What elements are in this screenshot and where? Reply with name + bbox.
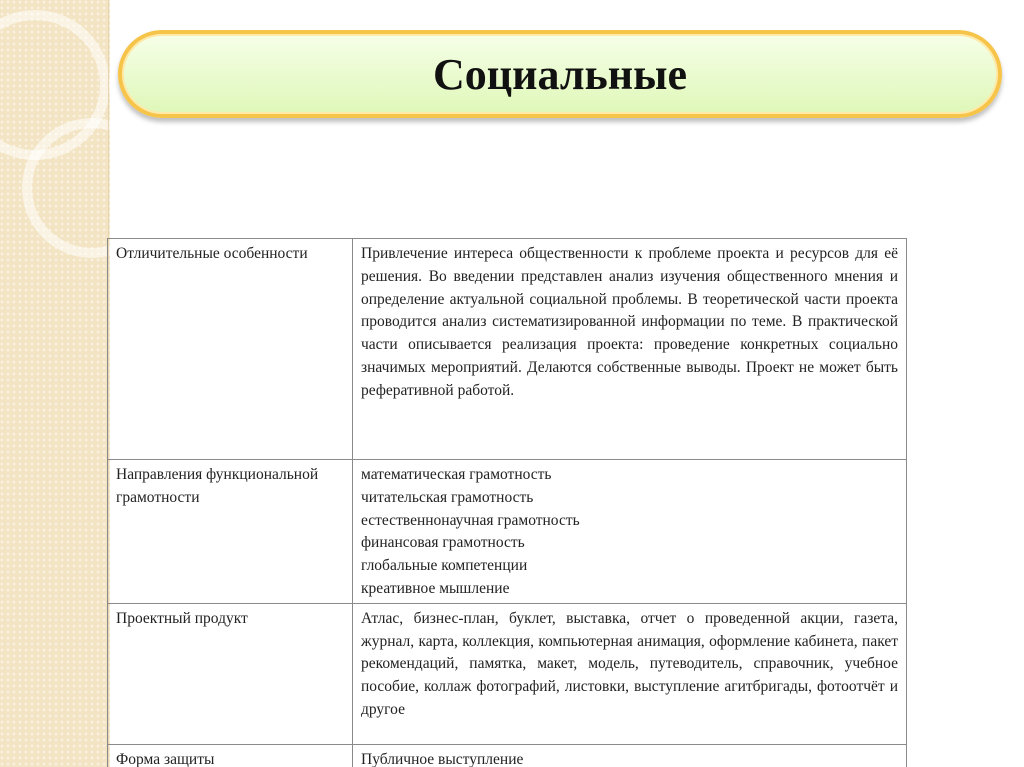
table-row [108, 460, 907, 604]
row-label: Проектный продукт [108, 603, 353, 744]
list-item: математическая грамотность [361, 466, 552, 483]
table-row [108, 744, 907, 767]
row-content: Публичное выступление [353, 744, 907, 767]
page-title: Социальные [432, 49, 688, 99]
row-label: Направления функциональной грамотности [108, 460, 353, 604]
row-content: Привлечение интереса общественности к проблеме проекта и ресурсов для её решения. Во введении представлен анализ изучения общественного мнения и определение актуальной социальной проблемы. В теоретической части проекта проводится анализ систематизированной информации по теме. В практической части описывается реализация проекта: проведение конкретных социально значимых мероприятий. Делаются собственные выводы. Проект не может быть реферативной работой. [353, 239, 907, 460]
table-row [108, 603, 907, 744]
info-table-container [107, 238, 907, 767]
row-label: Форма защиты [108, 744, 353, 767]
list-item: финансовая грамотность [361, 534, 525, 552]
row-content-list [353, 460, 907, 604]
title-banner [118, 30, 1002, 118]
table-row [108, 239, 907, 460]
list-item: глобальные компетенции [361, 557, 528, 575]
row-label: Отличительные особенности [108, 239, 353, 460]
list-item: читательская грамотность [361, 488, 534, 506]
info-table [107, 238, 907, 767]
row-content: Атлас, бизнес-план, буклет, выставка, отчет о проведенной акции, газета, журнал, карта, коллекция, компьютерная анимация, оформление кабинета, пакет рекомендаций, памятка, макет, модель, путеводитель, справочник, учебное пособие, коллаж фотографий, листовки, выступление агитбригады, фотоотчёт и другое [353, 603, 907, 744]
decorative-circle [22, 118, 162, 258]
list-item: креативное мышление [361, 579, 510, 597]
list-item: естественнонаучная грамотность [361, 511, 580, 529]
